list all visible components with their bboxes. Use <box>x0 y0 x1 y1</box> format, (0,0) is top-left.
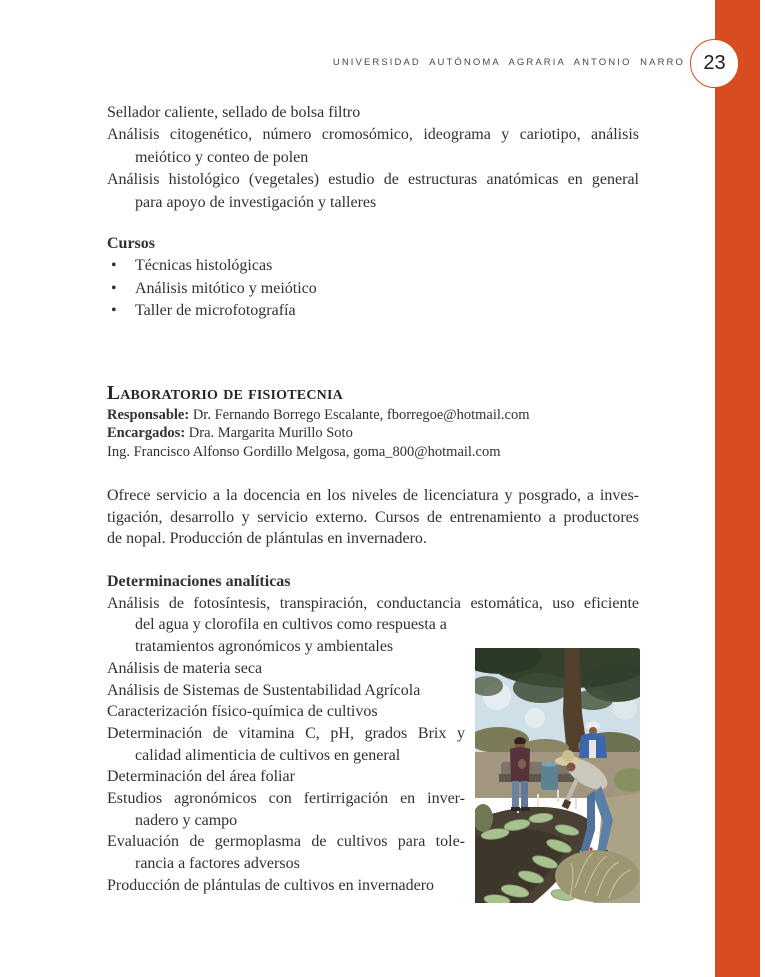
text-line <box>107 424 639 442</box>
text-span: rancia a factores adversos <box>135 855 300 873</box>
text-span: de nopal. Producción de plántulas en invernadero. <box>107 530 427 548</box>
field-photo-illustration <box>475 648 640 903</box>
bullet-icon: • <box>111 279 117 297</box>
text-span: Sellador caliente, sellado de bolsa filtro <box>107 104 361 121</box>
text-line <box>107 485 639 507</box>
text-span: Dr. Fernando Borrego Escalante, fborregoe@hotmail.com <box>189 407 530 423</box>
bullet-icon: • <box>111 257 117 275</box>
text-span: Análisis de Sistemas de Sustentabilidad Agrícola <box>107 681 421 699</box>
text-line <box>107 528 639 550</box>
text-span: del agua y clorofila en cultivos como respuesta a <box>135 616 447 634</box>
text-span: nadero y campo <box>135 811 238 829</box>
text-line <box>107 169 639 191</box>
text-line <box>107 831 465 853</box>
text-line <box>107 723 465 745</box>
lab-intro-paragraph <box>107 485 639 550</box>
text-span: Producción de plántulas de cultivos en invernadero <box>107 876 435 894</box>
staff-role-label: Encargados: <box>107 425 186 442</box>
text-line <box>107 443 639 461</box>
text-line <box>107 102 639 124</box>
text-line <box>107 788 465 810</box>
text-line <box>107 147 639 169</box>
lab-staff-list <box>107 406 639 461</box>
text-line <box>107 124 639 146</box>
text-line <box>107 300 639 322</box>
services-list <box>107 102 639 214</box>
text-span: Análisis de fotosíntesis, transpiración, conductancia estomática, uso eficiente <box>107 594 639 612</box>
text-line <box>107 192 639 214</box>
text-line <box>107 614 639 636</box>
text-line <box>107 507 639 529</box>
text-span: Determinación del área foliar <box>107 768 295 786</box>
text-span: Técnicas histológicas <box>135 257 273 275</box>
text-span: Análisis mitótico y meiótico <box>135 279 317 297</box>
text-span: Caracterización físico-química de cultivos <box>107 703 378 721</box>
text-span: tratamientos agronómicos y ambientales <box>135 638 394 656</box>
nopal-planting-photo <box>475 648 640 903</box>
running-header: UNIVERSIDAD AUTÓNOMA AGRARIA ANTONIO NARRO <box>332 57 685 68</box>
page-number-badge <box>690 39 739 88</box>
cursos-section <box>107 233 639 323</box>
text-span: Estudios agronómicos con fertirrigación en inver- <box>107 790 465 808</box>
text-span: calidad alimenticia de cultivos en general <box>135 746 401 764</box>
text-span: Determinación de vitamina C, pH, grados Brix y <box>107 724 465 742</box>
text-line <box>107 406 639 424</box>
text-line <box>107 593 639 615</box>
text-span: Dra. Margarita Murillo Soto <box>185 425 353 442</box>
text-span: Evaluación de germoplasma de cultivos para tole- <box>107 833 465 851</box>
page-number: 23 <box>703 52 726 74</box>
bullet-icon: • <box>111 302 117 320</box>
cursos-bullet-list <box>107 255 639 322</box>
cursos-heading: Cursos <box>107 235 156 252</box>
lab-title: Laboratorio de fisiotecnia <box>107 383 343 404</box>
text-span: tigación, desarrollo y servicio externo. Cursos de entrenamiento a productores <box>107 508 639 526</box>
text-span: Análisis de materia seca <box>107 659 263 677</box>
text-span: Ofrece servicio a la docencia en los niveles de licenciatura y posgrado, a inves- <box>107 487 639 504</box>
text-line <box>107 255 639 277</box>
text-span: Taller de microfotografía <box>135 302 296 320</box>
lab-section-header <box>107 382 639 461</box>
text-span: Ing. Francisco Alfonso Gordillo Melgosa, goma_800@hotmail.com <box>107 443 501 460</box>
text-line <box>107 278 639 300</box>
text-span: para apoyo de investigación y talleres <box>135 193 377 211</box>
text-span: Análisis citogenético, número cromosómico, ideograma y cariotipo, análisis <box>107 126 639 144</box>
determinaciones-heading: Determinaciones analíticas <box>107 573 291 590</box>
staff-role-label: Responsable: <box>107 407 190 423</box>
text-span: meiótico y conteo de polen <box>135 148 309 166</box>
text-span: Análisis histológico (vegetales) estudio de estructuras anatómicas en general <box>107 171 639 189</box>
accent-side-bar <box>715 0 760 977</box>
